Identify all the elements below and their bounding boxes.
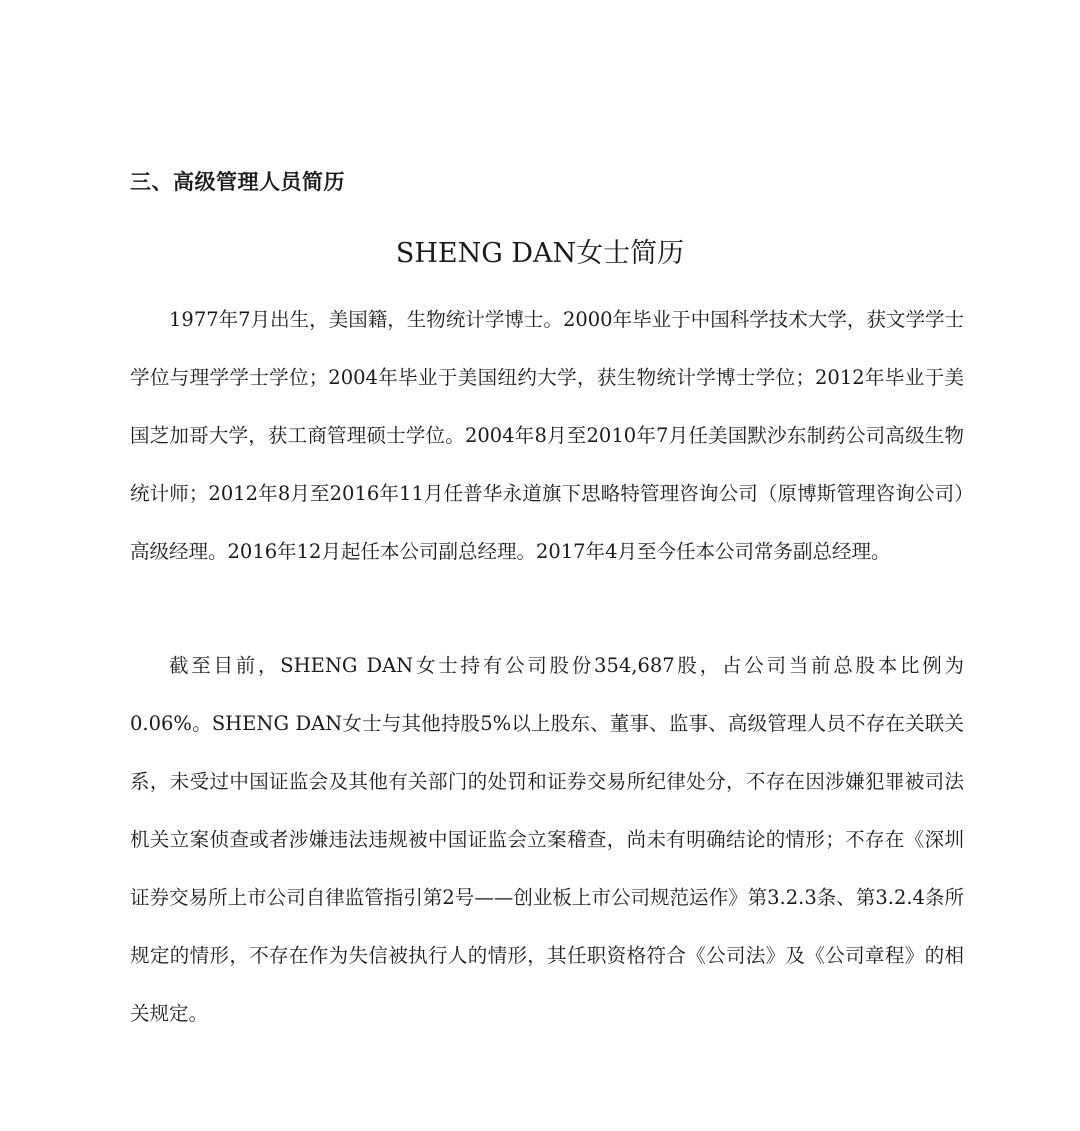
section-heading: 三、高级管理人员简历 — [130, 170, 345, 194]
resume-paragraph-shareholding: 截至目前，SHENG DAN女士持有公司股份354,687股，占公司当前总股本比例为0.06%。SHENG DAN女士与其他持股5%以上股东、董事、监事、高级管理人员不存在关联关系，未受过中国证监会及其他有关部门的处罚和证券交易所纪律处分，不存在因涉嫌犯罪被司法机关立案侦查或者涉嫌违法违规被中国证监会立案稽查，尚未有明确结论的情形；不存在《深圳证券交易所上市公司自律监管指引第2号——创业板上市公司规范运作》第3.2.3条、第3.2.4条所规定的情形，不存在作为失信被执行人的情形，其任职资格符合《公司法》及《公司章程》的相关规定。 — [130, 654, 964, 1025]
resume-paragraph-background: 1977年7月出生，美国籍，生物统计学博士。2000年毕业于中国科学技术大学，获文学学士学位与理学学士学位；2004年毕业于美国纽约大学，获生物统计学博士学位；2012年毕业于美国芝加哥大学，获工商管理硕士学位。2004年8月至2010年7月任美国默沙东制药公司高级生物统计师；2012年8月至2016年11月任普华永道旗下思略特管理咨询公司（原博斯管理咨询公司）高级经理。2016年12月起任本公司副总经理。2017年4月至今任本公司常务副总经理。 — [130, 308, 964, 563]
resume-title: SHENG DAN女士简历 — [395, 238, 685, 269]
